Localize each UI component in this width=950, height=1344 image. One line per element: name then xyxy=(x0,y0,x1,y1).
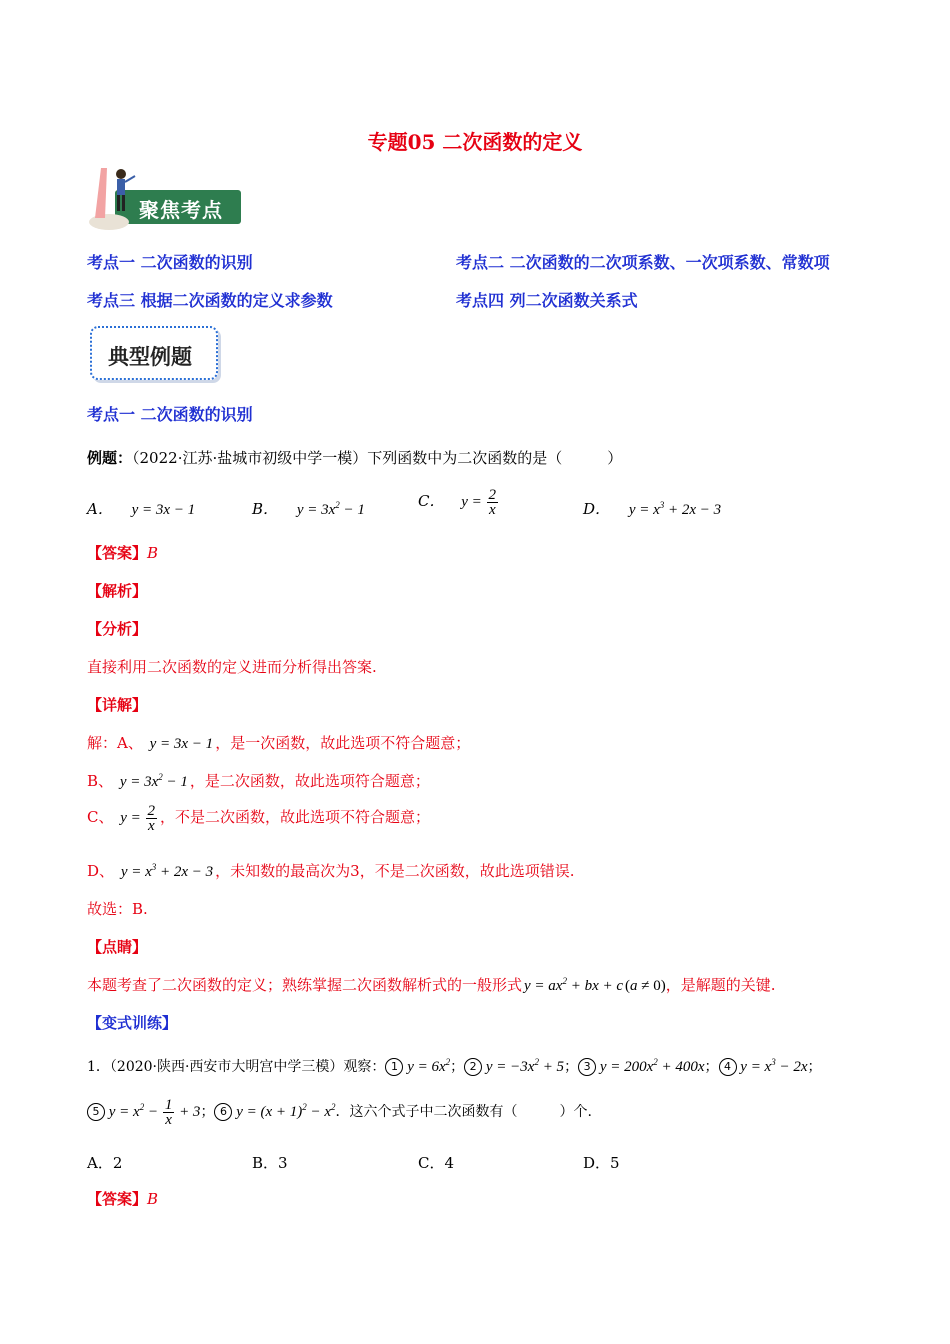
detail-post: ，是二次函数，故此选项符合题意； xyxy=(189,772,430,790)
fenxi-text: 直接利用二次函数的定义进而分析得出答案. xyxy=(87,658,377,676)
q1-suffix: ．这六个式子中二次函数有（ ）个. xyxy=(335,1103,592,1120)
option-letter: D． xyxy=(583,500,611,518)
option-value: 4 xyxy=(444,1154,455,1172)
conclusion: 故选：B. xyxy=(87,900,148,918)
comment-expr: $y = ax^2$ + bx + c xyxy=(524,976,624,994)
detail-expr: y = 3x − 1 xyxy=(149,736,214,752)
answer-value: B xyxy=(147,544,159,562)
q1-item-1: 1 $y = 6x^2$ xyxy=(385,1059,450,1075)
option-value: 2 xyxy=(112,1154,123,1172)
detail-line-b xyxy=(87,770,430,791)
detail-post: ，不是二次函数，故此选项不符合题意； xyxy=(160,807,431,826)
detail-pre: B、 xyxy=(87,772,114,790)
option-letter: C． xyxy=(418,1154,445,1172)
option-letter: A． xyxy=(87,1154,113,1172)
option-expr: y = 3x − 1 xyxy=(131,502,196,518)
detail-pre: D、 xyxy=(87,862,115,880)
detail-post: ，未知数的最高次为3，不是二次函数，故此选项错误. xyxy=(215,862,575,880)
q1-option-d xyxy=(583,1152,620,1173)
option-b xyxy=(252,498,365,519)
option-letter: B． xyxy=(252,1154,279,1172)
example-prefix: 例题： xyxy=(87,449,133,467)
option-letter: D． xyxy=(583,1154,611,1172)
detail-expr: $y = 3x^2 - 1$ xyxy=(119,772,188,790)
detail-pre: 解：A、 xyxy=(87,734,143,752)
comment-pre: 本题考查了二次函数的定义；熟练掌握二次函数解析式的一般形式 xyxy=(87,976,523,994)
detail-line-a xyxy=(87,732,470,753)
examples-badge xyxy=(90,326,218,380)
q1-item-4: 4 $y = x^3 - 2x$ xyxy=(719,1059,808,1075)
toc-item-2[interactable]: 考点二 二次函数的二次项系数、一次项系数、常数项 xyxy=(456,253,830,272)
q1-line1: 1．（2020·陕西·西安市大明宫中学三模）观察： 1 $y = 6x^2$； 2 $y = -3x^2 + 5$； 3 $y = 200x^2 + 400x$； 4 $y = x^3 - 2x$； xyxy=(87,1057,822,1075)
detail-expr: $y = x^3 + 2x - 3$ xyxy=(120,862,214,880)
detail-post: ，是一次函数，故此选项不符合题意； xyxy=(215,734,471,752)
option-value: 5 xyxy=(610,1154,620,1172)
student-illustration-icon xyxy=(87,158,147,232)
q1-option-b xyxy=(252,1152,288,1173)
option-expr: $y = 3x^2 - 1$ xyxy=(296,500,365,518)
example-question xyxy=(87,447,622,468)
q1-answer-value: B xyxy=(147,1190,159,1208)
q1-item-3: 3 $y = 200x^2 + 400x$ xyxy=(578,1059,704,1075)
comment-post: ，是解题的关键. xyxy=(665,976,776,994)
toc-item-4[interactable]: 考点四 列二次函数关系式 xyxy=(456,291,638,310)
focus-badge-label: 聚焦考点 xyxy=(139,198,223,222)
examples-badge-label: 典型例题 xyxy=(108,344,192,369)
option-d xyxy=(583,498,721,519)
answer-tag: 【答案】 xyxy=(87,544,148,562)
option-letter: A． xyxy=(87,500,113,518)
q1-option-c xyxy=(418,1152,454,1173)
detail-tag: 【详解】 xyxy=(87,696,148,714)
q1-option-a xyxy=(87,1152,122,1173)
analysis-tag: 【解析】 xyxy=(87,582,148,600)
toc-item-3[interactable]: 考点三 根据二次函数的定义求参数 xyxy=(87,291,333,310)
detail-expr: y = $\frac{2}{x}$ xyxy=(120,803,156,834)
option-letter: B． xyxy=(252,500,279,518)
option-a xyxy=(87,498,195,519)
option-expr: $y = x^3 + 2x - 3$ xyxy=(628,500,722,518)
detail-line-d xyxy=(87,860,574,881)
toc-item-1[interactable]: 考点一 二次函数的识别 xyxy=(87,253,253,272)
q1-item-2: 2 $y = -3x^2 + 5$ xyxy=(464,1059,564,1075)
comment-tag: 【点睛】 xyxy=(87,938,148,956)
q1-line2: 5 $y = x^2$ − $\frac{1}{x}$ + 3； 6 $y = (x + 1)^2 - x^2$．这六个式子中二次函数有（ ）个. xyxy=(87,1098,592,1127)
detail-line-c xyxy=(87,804,430,833)
option-value: 3 xyxy=(278,1154,288,1172)
option-expr: y = $\frac{2}{x}$ xyxy=(461,487,497,518)
option-c xyxy=(418,488,499,517)
comment-condition: (a ≠ 0) xyxy=(625,978,666,994)
answer-line xyxy=(87,542,158,563)
example-text: （2022·江苏·盐城市初级中学一模）下列函数中为二次函数的是（ ） xyxy=(132,449,623,467)
q1-answer-line xyxy=(87,1188,158,1209)
focus-badge xyxy=(87,186,241,230)
q1-prefix: 1．（2020·陕西·西安市大明宫中学三模）观察： xyxy=(87,1059,386,1075)
option-letter: C． xyxy=(418,491,445,510)
q1-item-6: 6 $y = (x + 1)^2 - x^2$ xyxy=(214,1104,335,1120)
section-heading: 考点一 二次函数的识别 xyxy=(87,405,253,424)
practice-tag: 【变式训练】 xyxy=(87,1014,178,1032)
q1-answer-tag: 【答案】 xyxy=(87,1190,148,1208)
comment-text xyxy=(87,974,776,995)
detail-pre: C、 xyxy=(87,807,114,826)
fenxi-tag: 【分析】 xyxy=(87,620,148,638)
q1-item-5: 5 $y = x^2$ − $\frac{1}{x}$ + 3 xyxy=(87,1104,200,1120)
page-title: 专题05 二次函数的定义 xyxy=(367,130,583,154)
